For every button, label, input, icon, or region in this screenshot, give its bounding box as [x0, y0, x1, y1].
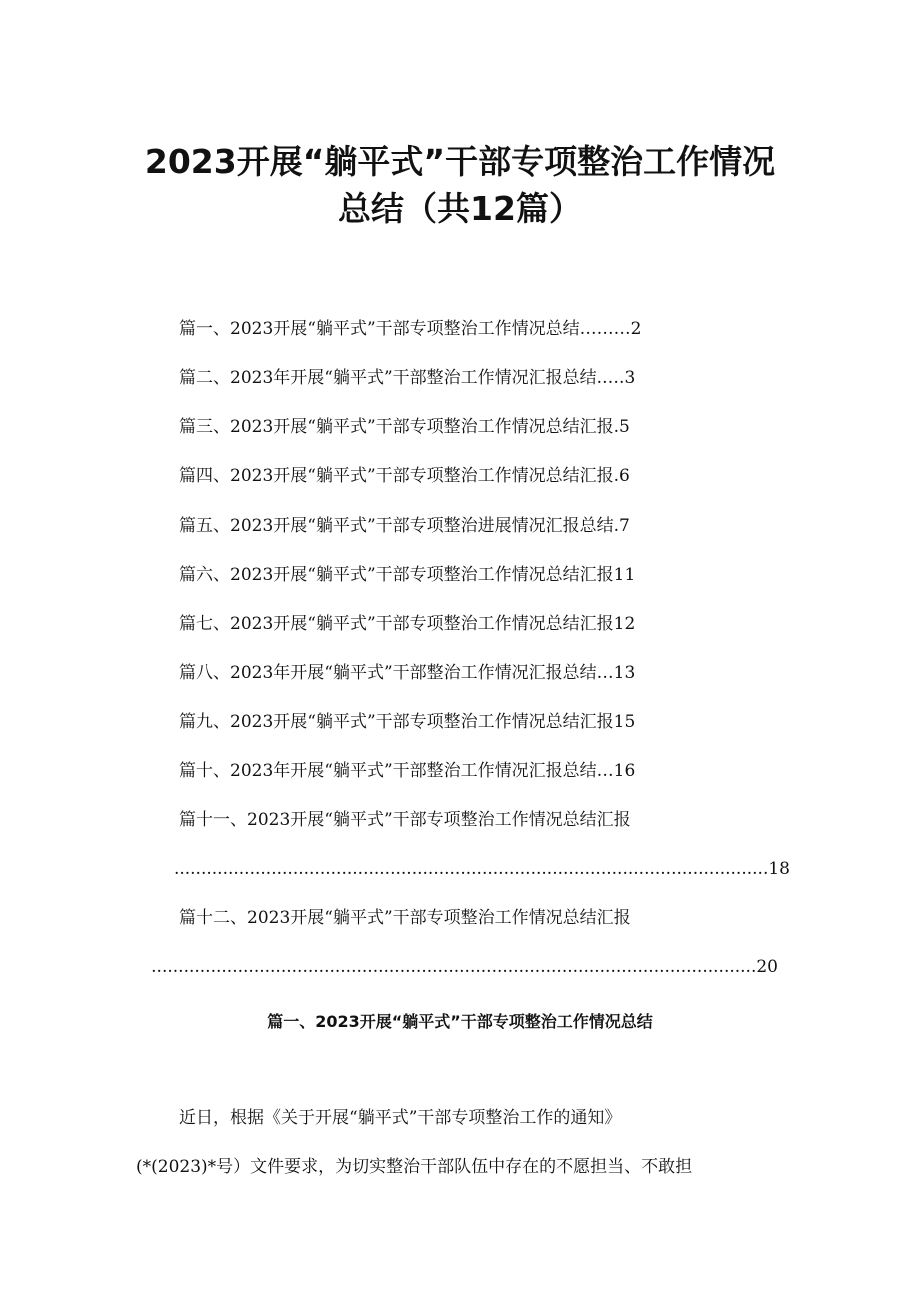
toc-entry-12[interactable]: 篇十二、2023开展“躺平式”干部专项整治工作情况总结汇报	[179, 908, 631, 928]
toc-entry-6[interactable]: 篇六、2023开展“躺平式”干部专项整治工作情况总结汇报11	[179, 565, 636, 585]
toc-entry-5[interactable]: 篇五、2023开展“躺平式”干部专项整治进展情况汇报总结.7	[179, 516, 630, 536]
body-paragraph-line-1: 近日，根据《关于开展“躺平式”干部专项整治工作的通知》	[179, 1108, 622, 1128]
toc-entry-4[interactable]: 篇四、2023开展“躺平式”干部专项整治工作情况总结汇报.6	[179, 466, 630, 486]
toc-entry-8[interactable]: 篇八、2023年开展“躺平式”干部整治工作情况汇报总结…13	[179, 663, 636, 683]
toc-entry-3[interactable]: 篇三、2023开展“躺平式”干部专项整治工作情况总结汇报.5	[179, 417, 630, 437]
toc-entry-7[interactable]: 篇七、2023开展“躺平式”干部专项整治工作情况总结汇报12	[179, 614, 636, 634]
toc-entry-1[interactable]: 篇一、2023开展“躺平式”干部专项整治工作情况总结………2	[179, 319, 642, 339]
section-heading: 篇一、2023开展“躺平式”干部专项整治工作情况总结	[267, 1012, 653, 1031]
toc-leader-11: ..............................................................................................................18	[173, 859, 790, 879]
toc-entry-9[interactable]: 篇九、2023开展“躺平式”干部专项整治工作情况总结汇报15	[179, 712, 636, 732]
document-title-line-2: 总结（共12篇）	[338, 189, 582, 228]
toc-entry-2[interactable]: 篇二、2023年开展“躺平式”干部整治工作情况汇报总结.….3	[179, 368, 636, 388]
toc-entry-11[interactable]: 篇十一、2023开展“躺平式”干部专项整治工作情况总结汇报	[179, 810, 631, 830]
toc-leader-12: ................................................................................................................20	[151, 957, 778, 977]
body-paragraph-line-2: (*(2023)*号）文件要求，为切实整治干部队伍中存在的不愿担当、不敢担	[136, 1157, 693, 1177]
document-title-line-1: 2023开展“躺平式”干部专项整治工作情况	[144, 142, 776, 181]
toc-entry-10[interactable]: 篇十、2023年开展“躺平式”干部整治工作情况汇报总结…16	[179, 761, 636, 781]
